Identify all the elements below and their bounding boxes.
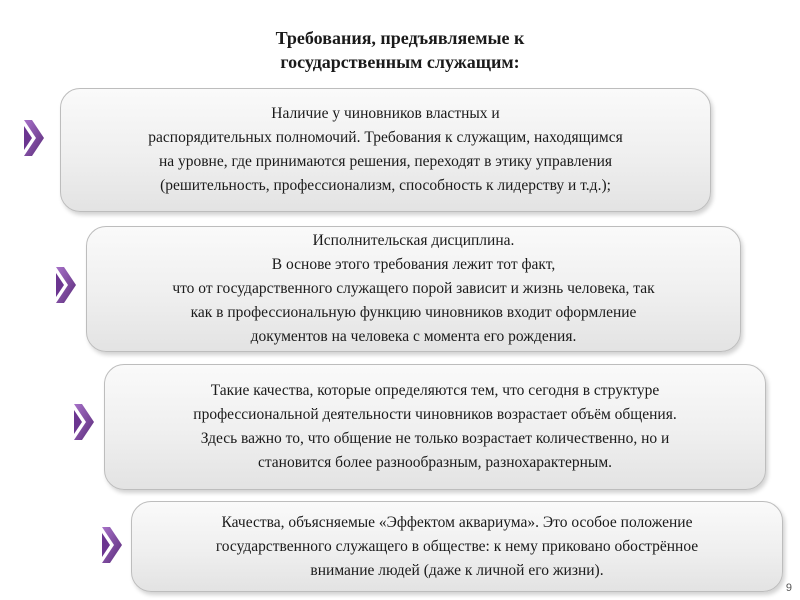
page-number: 9	[785, 582, 792, 594]
slide-title-line-1: Требования, предъявляемые к	[275, 28, 525, 48]
arrow-icon	[72, 402, 96, 442]
card-3-line-3: Здесь важно то, что общение не только возрастает количественно, но и	[200, 430, 670, 447]
card-1-line-1: Наличие у чиновников властных и	[271, 105, 500, 122]
card-3-line-2: профессиональной деятельности чиновников возрастает объём общения.	[193, 406, 677, 423]
card-4-line-3: внимание людей (даже к личной его жизни).	[310, 561, 604, 579]
card-1-line-4: (решительность, профессионализм, способность к лидерству и т.д.);	[160, 177, 611, 194]
card-2-line-5: документов на человека с момента его рождения.	[250, 328, 577, 345]
requirement-card-2	[86, 226, 741, 352]
card-4-line-1: Качества, объясняемые «Эффектом аквариума». Это особое положение	[221, 513, 693, 531]
slide-title-line-2: государственным служащим:	[280, 52, 520, 72]
arrow-icon	[22, 118, 46, 158]
card-2-line-3: что от государственного служащего порой зависит и жизнь человека, так	[172, 280, 655, 297]
card-2-line-4: как в профессиональную функцию чиновников входит оформление	[190, 304, 637, 321]
requirement-card-3	[104, 364, 766, 490]
card-1-line-3: на уровне, где принимаются решения, переходят в этику управления	[158, 153, 613, 170]
requirement-card-4	[131, 501, 783, 592]
requirement-card-1	[60, 88, 711, 212]
card-4-line-2: государственного служащего в обществе: к нему приковано обострённое	[215, 537, 699, 555]
arrow-icon	[54, 265, 78, 305]
card-2-line-1: Исполнительская дисциплина.	[312, 232, 515, 249]
arrow-icon	[100, 525, 124, 565]
slide-title	[0, 26, 800, 74]
card-1-line-2: распорядительных полномочий. Требования к служащим, находящимся	[148, 129, 623, 146]
card-3-line-1: Такие качества, которые определяются тем, что сегодня в структуре	[210, 382, 660, 399]
card-2-line-2: В основе этого требования лежит тот факт,	[271, 256, 556, 273]
card-3-line-4: становится более разнообразным, разнохарактерным.	[257, 454, 613, 471]
